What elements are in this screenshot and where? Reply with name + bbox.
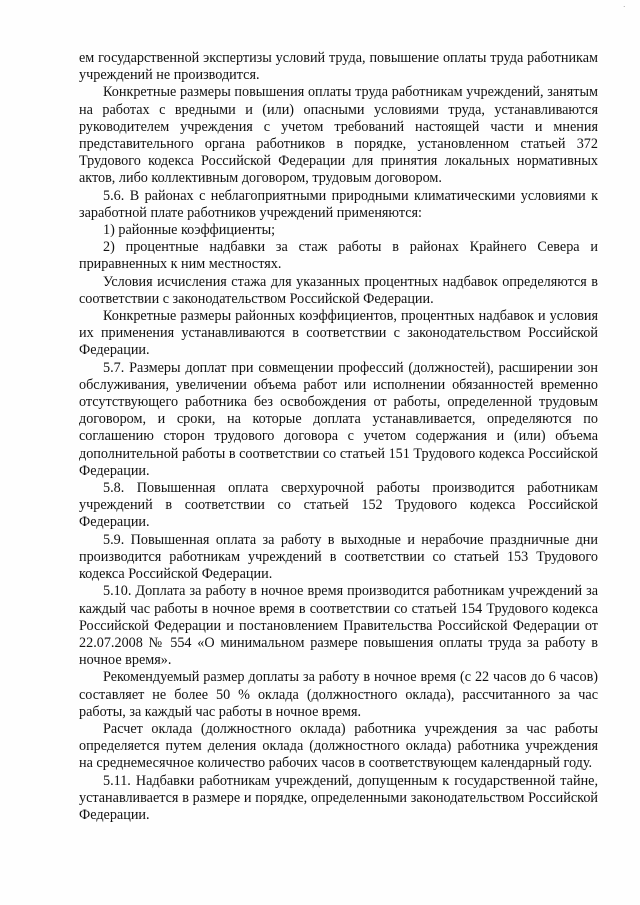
paragraph-continuation: ем государственной экспертизы условий труда, повышение оплаты труда работникам учреждений не производится. (79, 50, 598, 84)
paragraph-harmful-conditions: Конкретные размеры повышения оплаты труда работникам учреждений, занятым на работах с вредными и (или) опасными условиями труда, устанавливаются руководителем учреждения с учетом требований настоящей части и мнения представительного органа работников в порядке, установленном статьей 372 Трудового кодекса Российской Федерации для принятия локальных нормативных актов, либо коллективным договором, трудовым договором. (79, 84, 598, 187)
scan-mark: ˙ (622, 6, 627, 16)
paragraph-seniority-conditions: Условия исчисления стажа для указанных процентных надбавок определяются в соответствии с законодательством Российской Федерации. (79, 273, 598, 307)
paragraph-5-8: 5.8. Повышенная оплата сверхурочной работы производится работникам учреждений в соответствии со статьей 152 Трудового кодекса Российской Федерации. (79, 480, 598, 531)
list-item-regional-coefficients: 1) районные коэффициенты; (103, 222, 276, 239)
paragraph-coefficient-sizes: Конкретные размеры районных коэффициентов, процентных надбавок и условия их применения устанавливаются в соответствии с законодательством Российской Федерации. (79, 308, 598, 359)
paragraph-5-9: 5.9. Повышенная оплата за работу в выходные и нерабочие праздничные дни производится работникам учреждений в соответствии со статьей 153 Трудового кодекса Российской Федерации. (79, 531, 598, 583)
paragraph-hourly-calculation: Расчет оклада (должностного оклада) работника учреждения за час работы определяется путем деления оклада (должностного оклада) работника учреждения на среднемесячное количество рабочих часов в соответствующем календарный году. (79, 720, 598, 772)
paragraph-5-7: 5.7. Размеры доплат при совмещении профессий (должностей), расширении зон обслуживания, увеличении объема работ или исполнении обязанностей временно отсутствующего работника без освобождения от работы, определенной трудовым договором, и сроки, на которые доплата устанавливается, определяются по соглашению сторон трудового договора с учетом содержания и (или) объема дополнительной работы в соответствии со статьей 151 Трудового кодекса Российской Федерации. (79, 359, 598, 479)
paragraph-night-rate: Рекомендуемый размер доплаты за работу в ночное время (с 22 часов до 6 часов) составляет не более 50 % оклада (должностного оклада), рассчитанного за час работы, за каждый час работы в ночное время. (79, 669, 598, 720)
paragraph-5-11: 5.11. Надбавки работникам учреждений, допущенным к государственной тайне, устанавливается в размере и порядке, определенными законодательством Российской Федерации. (79, 772, 598, 823)
paragraph-5-6: 5.6. В районах с неблагоприятными природными климатическими условиями к заработной плате работников учреждений применяются: (79, 187, 598, 221)
paragraph-5-10: 5.10. Доплата за работу в ночное время производится работникам учреждений за каждый час работы в ночное время в соответствии со статьей 154 Трудового кодекса Российской Федерации и постановлением Правительства Российской Федерации от 22.07.2008 № 554 «О минимальном размере повышения оплаты труда за работу в ночное время». (79, 583, 598, 669)
document-body (79, 50, 598, 824)
list-item-percentage-allowances: 2) процентные надбавки за стаж работы в районах Крайнего Севера и приравненных к ним местностях. (79, 239, 598, 273)
